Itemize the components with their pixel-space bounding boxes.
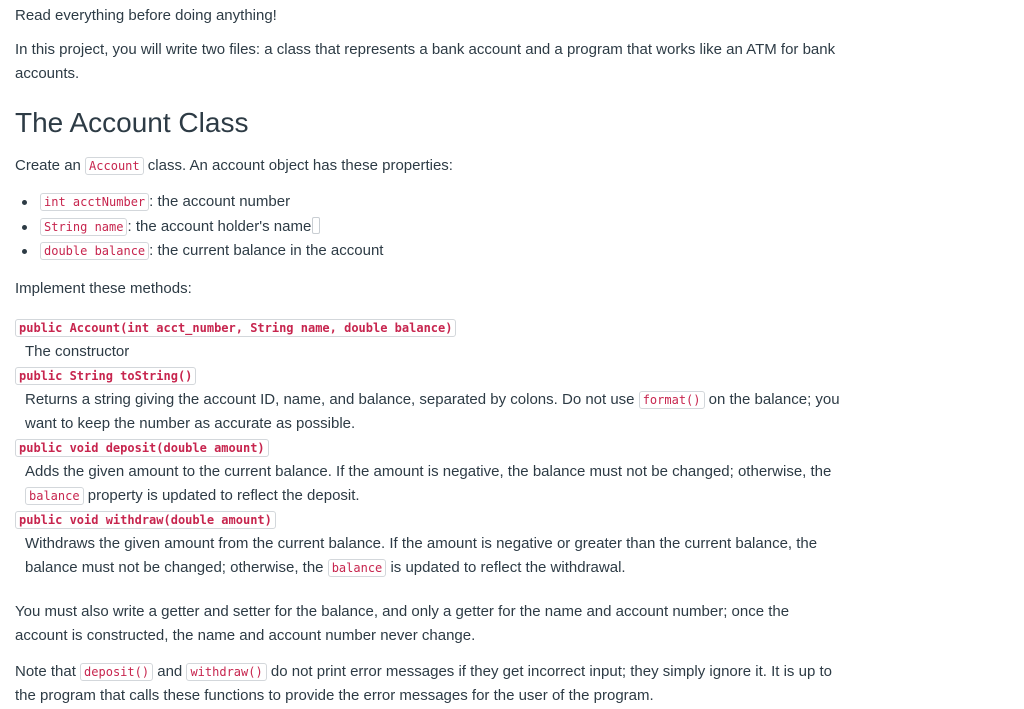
property-desc: : the account number bbox=[149, 193, 291, 210]
code-withdraw-signature: public void withdraw(double amount) bbox=[15, 511, 276, 529]
property-desc: : the current balance in the account bbox=[149, 242, 384, 259]
intro-description: In this project, you will write two files: a class that represents a bank account and a program that works like an ATM for bank accounts. bbox=[15, 41, 836, 82]
method-signature bbox=[15, 436, 845, 460]
getter-setter-paragraph: You must also write a getter and setter for the balance, and only a getter for the name and account number; once the account is constructed, the name and account number never change. bbox=[15, 602, 790, 644]
text-cursor-box bbox=[312, 217, 320, 234]
list-item bbox=[40, 190, 845, 215]
property-desc: : the account holder's name bbox=[127, 217, 312, 235]
properties-list bbox=[15, 190, 845, 264]
code-balance-inline: balance bbox=[328, 559, 387, 577]
implement-label: Implement these methods: bbox=[15, 279, 192, 297]
method-desc-text: Adds the given amount to the current balance. If the amount is negative, the balance must not be changed; otherwise, the bbox=[25, 462, 832, 480]
method-description bbox=[25, 340, 845, 364]
method-description bbox=[25, 388, 845, 436]
note-paragraph bbox=[15, 660, 845, 708]
method-desc-text: is updated to reflect the withdrawal. bbox=[386, 558, 626, 576]
method-signature bbox=[15, 316, 845, 340]
code-name: String name bbox=[40, 218, 127, 236]
method-signature bbox=[15, 508, 845, 532]
code-tostring: public String toString() bbox=[15, 367, 196, 385]
intro-warning: Read everything before doing anything! bbox=[15, 7, 277, 24]
code-acct-number: int acctNumber bbox=[40, 193, 149, 211]
note-text: and bbox=[153, 662, 187, 680]
create-prefix: Create an bbox=[15, 157, 86, 174]
code-format: format() bbox=[639, 391, 705, 409]
method-description bbox=[25, 460, 845, 508]
list-item bbox=[40, 215, 845, 240]
note-text: do not print error messages if they get incorrect input; they simply ignore it. It is up to the program that calls these functions to provide the error messages for the user of the program. bbox=[15, 662, 832, 704]
method-description bbox=[25, 532, 845, 580]
methods-list bbox=[15, 316, 845, 580]
code-balance: double balance bbox=[40, 242, 149, 260]
code-balance-inline: balance bbox=[25, 487, 84, 505]
method-desc-text: property is updated to reflect the deposit. bbox=[83, 486, 360, 504]
create-suffix: class. An account object has these properties: bbox=[143, 157, 453, 174]
code-withdraw: withdraw() bbox=[186, 663, 266, 681]
note-text: Note that bbox=[15, 662, 81, 680]
code-account: Account bbox=[85, 157, 144, 175]
code-deposit: deposit() bbox=[80, 663, 153, 681]
code-deposit-signature: public void deposit(double amount) bbox=[15, 439, 269, 457]
method-desc-text: Withdraws the given amount from the current balance. If the amount is negative or greater than the current balance, the balance must not be changed; otherwise, the bbox=[25, 534, 818, 576]
method-desc-text: on the balance; you want to keep the number as accurate as possible. bbox=[25, 390, 840, 432]
section-title: The Account Class bbox=[15, 107, 249, 138]
method-desc-text: The constructor bbox=[25, 342, 130, 360]
code-constructor: public Account(int acct_number, String name, double balance) bbox=[15, 319, 456, 337]
method-signature bbox=[15, 364, 845, 388]
method-desc-text: Returns a string giving the account ID, name, and balance, separated by colons. Do not use bbox=[25, 390, 639, 408]
list-item bbox=[40, 239, 845, 264]
create-class-paragraph bbox=[15, 154, 845, 178]
